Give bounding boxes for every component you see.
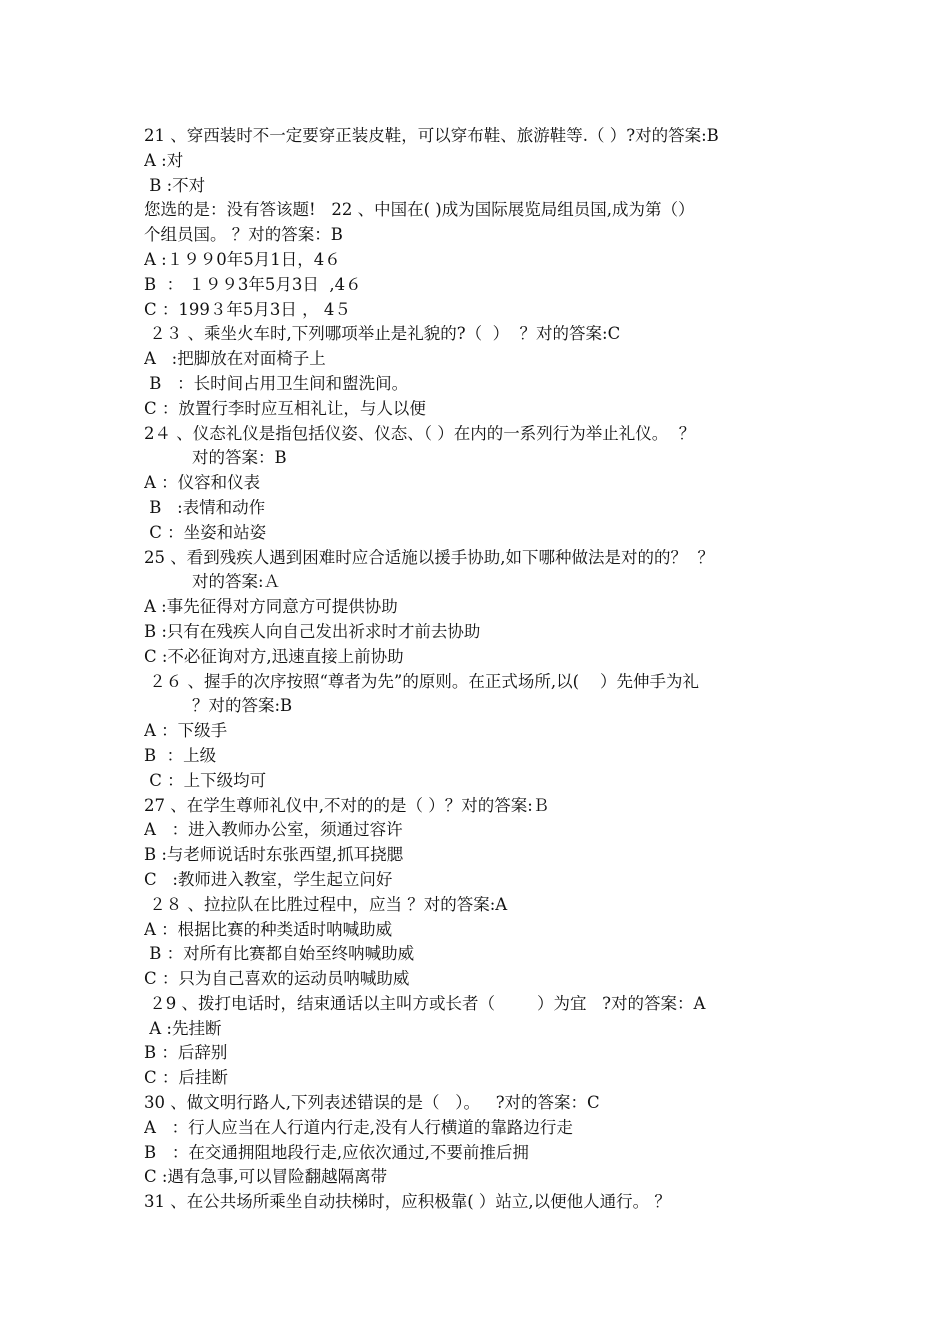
question-24: 2４ 、仪态礼仪是指包括仪姿、仪态、（ ）在内的一系列行为举止礼仪。 ？ bbox=[144, 423, 696, 443]
question-28: ２８ 、拉拉队在比胜过程中，应当 ？对的答案:A bbox=[144, 894, 508, 914]
option-27-c: C :教师进入教室，学生起立问好 bbox=[144, 869, 393, 889]
question-26-answer: ？对的答案:B bbox=[192, 696, 293, 716]
question-25: 25 、看到残疾人遇到困难时应合适施以援手协助,如下哪种做法是对的的？ ？ bbox=[144, 547, 714, 567]
document-page bbox=[144, 124, 814, 1215]
question-26: ２６ 、握手的次序按照“尊者为先”的原则。在正式场所,以( ）先伸手为礼 bbox=[144, 671, 700, 691]
option-21-a: A :对 bbox=[144, 150, 184, 170]
question-22-cont: 个组员国。 ？对的答案：B bbox=[144, 225, 343, 245]
question-25-answer: 对的答案:Ａ bbox=[192, 572, 281, 592]
option-26-a: A ：下级手 bbox=[144, 721, 228, 741]
question-24-answer: 对的答案：B bbox=[192, 448, 287, 468]
question-27: 27 、在学生尊师礼仪中,不对的的是（ ）？对的答案:Ｂ bbox=[144, 795, 550, 815]
question-30: 30 、做文明行路人,下列表述错误的是（ ）。 ?对的答案：C bbox=[144, 1093, 600, 1113]
option-29-a: A :先挂断 bbox=[144, 1018, 222, 1038]
option-30-c: C :遇有急事,可以冒险翻越隔离带 bbox=[144, 1167, 388, 1187]
option-27-a: A ：进入教师办公室，须通过容许 bbox=[144, 820, 403, 840]
question-29: ２9 、拨打电话时，结束通话以主叫方或长者（ ）为宜 ?对的答案：A bbox=[144, 993, 706, 1013]
option-30-b: B ：在交通拥阻地段行走,应依次通过,不要前推后拥 bbox=[144, 1142, 529, 1162]
option-27-b: B :与老师说话时东张西望,抓耳挠腮 bbox=[144, 845, 404, 865]
option-30-a: A ：行人应当在人行道内行走,没有人行横道的靠路边行走 bbox=[144, 1117, 573, 1137]
question-23: ２３ 、乘坐火车时,下列哪项举止是礼貌的?（ ） ？对的答案:C bbox=[144, 324, 621, 344]
option-22-a: A :１９９0年5月1日，4６ bbox=[144, 249, 341, 269]
option-22-c: C ：199３年5月3日 ， 4５ bbox=[144, 299, 351, 319]
question-31: 31 、在公共场所乘坐自动扶梯时，应积极靠( ）站立,以便他人通行。 ？ bbox=[144, 1192, 671, 1212]
option-28-c: C ：只为自己喜欢的运动员呐喊助威 bbox=[144, 969, 410, 989]
option-24-b: B :表情和动作 bbox=[144, 497, 266, 517]
option-21-b: B :不对 bbox=[144, 175, 206, 195]
option-28-a: A ：根据比赛的种类适时呐喊助威 bbox=[144, 919, 393, 939]
option-24-a: A ：仪容和仪表 bbox=[144, 473, 261, 493]
option-22-b: B ： １９９3年5月3日 ,4６ bbox=[144, 274, 362, 294]
option-23-a: A :把脚放在对面椅子上 bbox=[144, 349, 326, 369]
option-23-c: C ：放置行李时应互相礼让，与人以便 bbox=[144, 398, 426, 418]
option-26-b: B ：上级 bbox=[144, 745, 217, 765]
option-29-c: C ：后挂断 bbox=[144, 1068, 228, 1088]
option-26-c: C ：上下级均可 bbox=[144, 770, 267, 790]
option-23-b: B ：长时间占用卫生间和盥洗间。 bbox=[144, 373, 409, 393]
question-22: 您选的是：没有答该题! 22 、中国在( )成为国际展览局组员国,成为第（） bbox=[144, 200, 695, 220]
question-21: 21 、穿西装时不一定要穿正装皮鞋，可以穿布鞋、旅游鞋等.（ ）?对的答案:B bbox=[144, 126, 719, 145]
option-29-b: B ：后辞别 bbox=[144, 1043, 228, 1063]
option-24-c: C ：坐姿和站姿 bbox=[144, 522, 267, 542]
option-25-b: B :只有在残疾人向自己发出祈求时才前去协助 bbox=[144, 621, 481, 641]
option-28-b: B ：对所有比赛都自始至终呐喊助威 bbox=[144, 944, 415, 964]
option-25-c: C :不必征询对方,迅速直接上前协助 bbox=[144, 646, 404, 666]
option-25-a: A :事先征得对方同意方可提供协助 bbox=[144, 597, 398, 617]
